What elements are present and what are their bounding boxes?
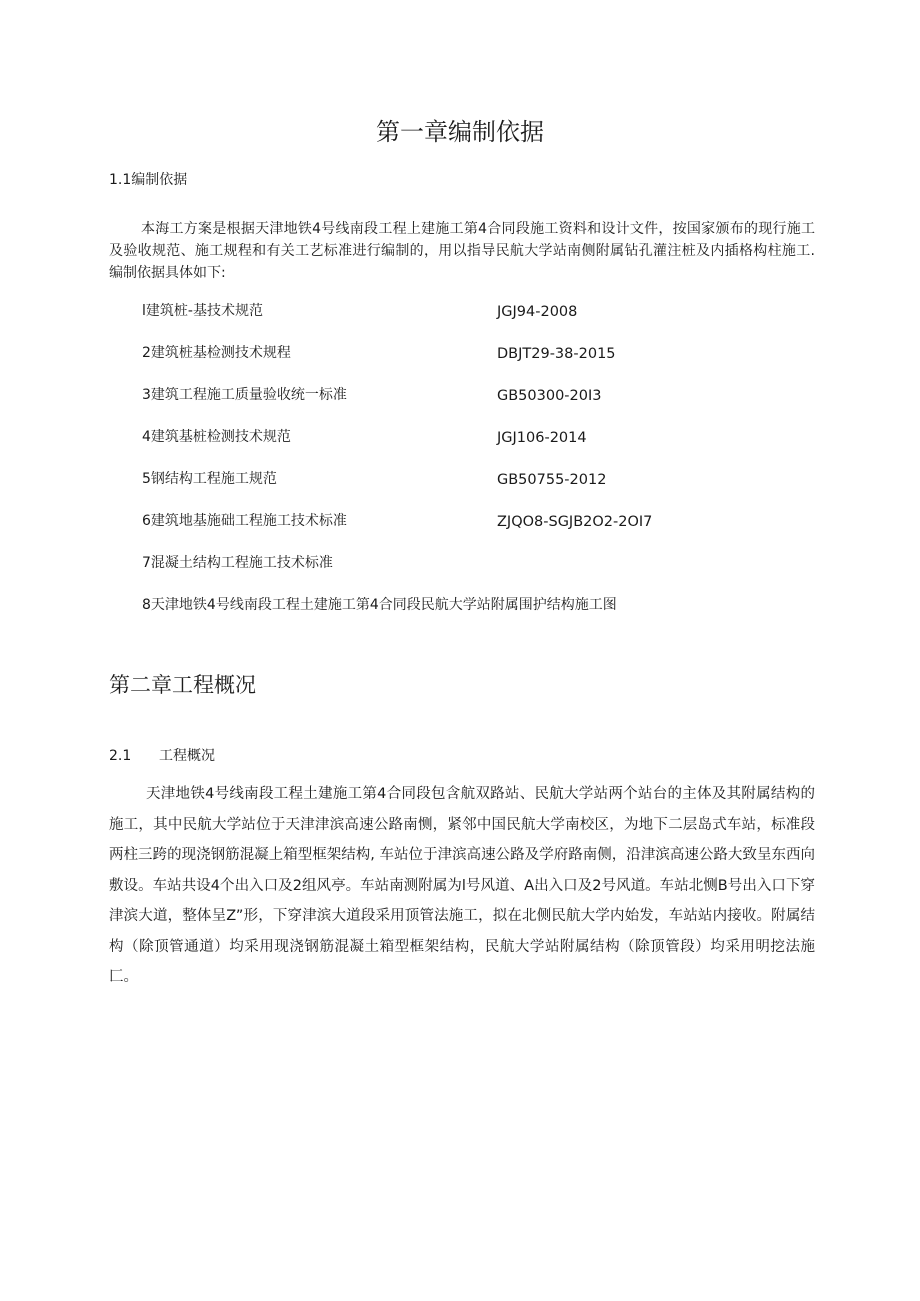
basis-item — [142, 595, 822, 637]
basis-item — [142, 469, 822, 511]
basis-name: 2建筑桩基检测技术规程 — [142, 345, 291, 361]
chapter-2-title: 第二章工程概况 — [109, 673, 256, 697]
basis-name: 8天津地铁4号线南段工程土建施工第4合同段民航大学站附属围护结构施工图 — [142, 597, 617, 613]
basis-item — [142, 385, 822, 427]
basis-list — [142, 301, 822, 637]
basis-name: 6建筑地基施础工程施工技术标准 — [142, 513, 347, 529]
basis-name: 5钢结构工程施工规范 — [142, 471, 277, 487]
section-number: 2.1 — [109, 748, 132, 764]
basis-name: 4建筑基桩检测技术规范 — [142, 429, 291, 445]
basis-code: DBJT29-38-2015 — [497, 346, 616, 362]
basis-code: GB50755-2012 — [497, 472, 607, 488]
intro-paragraph: 本海工方案是根据天津地铁4号线南段工程上建施工第4合同段施工资料和设计文件，按国家颁布的现行施工及验收规范、施工规程和有关工艺标准进行编制的，用以指导民航大学站南侧附属钻孔灌注桩及内插格构柱施工. 编制依据具体如下: — [109, 221, 815, 281]
section-2-1-heading — [109, 746, 215, 766]
overview-paragraph: 天津地铁4号线南段工程土建施工第4合同段包含航双路站、民航大学站两个站台的主体及其附属结构的施工，其中民航大学站位于天津津滨高速公路南恻，紧邻中国民航大学南校区，为地下二层岛式车站，标准段两柱三跨的现浇钢筋混凝上箱型框架结构, 车站位于津滨高速公路及学府路南侧，沿津滨高速公路大致呈东西向敷设。车站共设4个出入口及2组风亭。车站南测附属为l号风道、A出入口及2号风道。车站北恻B号出入口下穿津滨大道，整体呈Z”形，下穿津滨大道段采用顶管法施工，拟在北侧民航大学内始发，车站站内接收。附属结构（除顶管通道）均采用现浇钢筋混凝土箱型框架结构，民航大学站附属结构（除顶管段）均采用明挖法施匚。 — [109, 786, 815, 985]
chapter-1-title: 第一章编制依据 — [376, 118, 544, 146]
basis-name: l建筑桩-基技术规范 — [142, 303, 263, 319]
section-1-1-heading: 1.1编制依据 — [109, 172, 188, 188]
basis-item — [142, 343, 822, 385]
basis-item — [142, 427, 822, 469]
basis-name: 3建筑工程施工质量验收统一标准 — [142, 387, 347, 403]
basis-item — [142, 511, 822, 553]
basis-code: JGJ94-2008 — [497, 304, 578, 320]
basis-item — [142, 301, 822, 343]
basis-code: JGJ106-2014 — [497, 430, 587, 446]
basis-item — [142, 553, 822, 595]
basis-code: ZJQO8-SGJB2O2-2OI7 — [497, 514, 653, 530]
section-title: 工程概况 — [159, 748, 215, 764]
basis-name: 7混凝土结构工程施工技术标准 — [142, 555, 333, 571]
basis-code: GB50300-20I3 — [497, 388, 602, 404]
